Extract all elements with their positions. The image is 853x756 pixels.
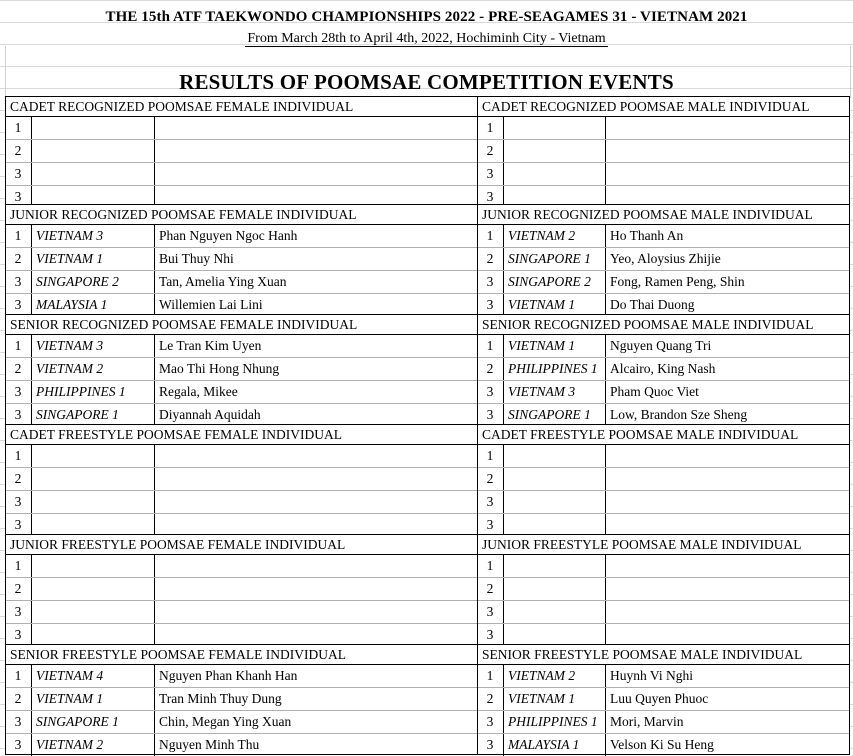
athlete-name-cell: Mao Thi Hong Nhung xyxy=(154,358,473,380)
athlete-name-cell xyxy=(154,140,473,162)
results-heading: RESULTS OF POOMSAE COMPETITION EVENTS xyxy=(179,70,674,94)
rank-cell: 3 xyxy=(14,627,22,642)
result-row xyxy=(6,624,477,646)
rank-cell: 2 xyxy=(486,361,494,376)
event-title: SENIOR RECOGNIZED POOMSAE FEMALE INDIVIDUAL xyxy=(6,315,477,335)
rank-cell: 3 xyxy=(14,297,22,312)
rank-cell: 1 xyxy=(486,668,494,683)
athlete-name-cell: Diyannah Aquidah xyxy=(154,404,473,426)
event-title: SENIOR FREESTYLE POOMSAE MALE INDIVIDUAL xyxy=(478,645,849,665)
result-row xyxy=(478,734,849,756)
result-row xyxy=(6,468,477,491)
event-block-right xyxy=(477,96,850,205)
event-block-left xyxy=(5,204,478,315)
team-cell: SINGAPORE 2 xyxy=(503,271,602,293)
athlete-name-cell xyxy=(605,468,824,490)
result-row xyxy=(478,624,849,646)
rank-cell: 3 xyxy=(486,407,494,422)
event-title: CADET RECOGNIZED POOMSAE FEMALE INDIVIDUAL xyxy=(6,97,477,117)
team-cell: VIETNAM 2 xyxy=(503,225,602,247)
rank-cell: 2 xyxy=(14,251,22,266)
event-block-left xyxy=(5,534,478,645)
result-row xyxy=(6,140,477,163)
rank-cell: 3 xyxy=(486,384,494,399)
event-block-left xyxy=(5,314,478,425)
team-cell: SINGAPORE 1 xyxy=(503,248,602,270)
team-cell: VIETNAM 3 xyxy=(503,381,602,403)
athlete-name-cell: Low, Brandon Sze Sheng xyxy=(605,404,824,426)
athlete-name-cell: Mori, Marvin xyxy=(605,711,824,733)
team-cell: VIETNAM 4 xyxy=(31,665,158,687)
athlete-name-cell: Huynh Vi Nghi xyxy=(605,665,824,687)
rank-cell: 3 xyxy=(14,737,22,752)
result-row xyxy=(478,335,849,358)
team-cell xyxy=(31,624,158,646)
result-row xyxy=(6,514,477,536)
rank-cell: 2 xyxy=(14,581,22,596)
rank-cell: 3 xyxy=(486,189,494,204)
team-cell: VIETNAM 3 xyxy=(31,225,158,247)
result-row xyxy=(6,381,477,404)
team-cell xyxy=(503,163,602,185)
rank-cell: 3 xyxy=(486,297,494,312)
athlete-name-cell xyxy=(154,445,473,467)
result-row xyxy=(478,711,849,734)
team-cell xyxy=(31,468,158,490)
rank-cell: 3 xyxy=(14,384,22,399)
athlete-name-cell: Le Tran Kim Uyen xyxy=(154,335,473,357)
team-cell: SINGAPORE 1 xyxy=(31,711,158,733)
team-cell: MALAYSIA 1 xyxy=(503,734,602,756)
rank-cell: 1 xyxy=(14,668,22,683)
athlete-name-cell xyxy=(605,578,824,600)
document-subtitle-text: From March 28th to April 4th, 2022, Hochiminh City - Vietnam xyxy=(247,31,606,46)
rank-cell: 3 xyxy=(486,627,494,642)
athlete-name-cell xyxy=(154,624,473,646)
rank-cell: 2 xyxy=(486,581,494,596)
athlete-name-cell: Chin, Megan Ying Xuan xyxy=(154,711,473,733)
team-cell: PHILIPPINES 1 xyxy=(503,711,602,733)
team-cell: VIETNAM 2 xyxy=(31,734,158,756)
rank-cell: 2 xyxy=(486,251,494,266)
team-cell xyxy=(31,445,158,467)
team-cell xyxy=(31,601,158,623)
rank-cell: 3 xyxy=(14,714,22,729)
athlete-name-cell: Bui Thuy Nhi xyxy=(154,248,473,270)
athlete-name-cell xyxy=(154,117,473,139)
result-row xyxy=(6,445,477,468)
athlete-name-cell xyxy=(605,514,824,536)
team-cell: MALAYSIA 1 xyxy=(31,294,158,316)
team-cell xyxy=(503,140,602,162)
result-row xyxy=(478,555,849,578)
athlete-name-cell xyxy=(605,555,824,577)
rank-cell: 3 xyxy=(14,604,22,619)
document-subtitle xyxy=(0,31,853,47)
athlete-name-cell: Nguyen Phan Khanh Han xyxy=(154,665,473,687)
athlete-name-cell: Willemien Lai Lini xyxy=(154,294,473,316)
athlete-name-cell: Phan Nguyen Ngoc Hanh xyxy=(154,225,473,247)
result-row xyxy=(478,271,849,294)
result-row xyxy=(478,514,849,536)
team-cell: SINGAPORE 2 xyxy=(31,271,158,293)
athlete-name-cell xyxy=(154,555,473,577)
result-row xyxy=(478,578,849,601)
result-row xyxy=(6,555,477,578)
event-block-left xyxy=(5,644,478,755)
result-row xyxy=(6,248,477,271)
team-cell xyxy=(503,624,602,646)
rank-cell: 1 xyxy=(14,228,22,243)
athlete-name-cell xyxy=(154,601,473,623)
result-row xyxy=(478,601,849,624)
result-row xyxy=(478,248,849,271)
athlete-name-cell xyxy=(154,514,473,536)
athlete-name-cell xyxy=(154,578,473,600)
athlete-name-cell: Nguyen Quang Tri xyxy=(605,335,824,357)
athlete-name-cell: Regala, Mikee xyxy=(154,381,473,403)
result-row xyxy=(6,688,477,711)
team-cell xyxy=(31,117,158,139)
athlete-name-cell: Ho Thanh An xyxy=(605,225,824,247)
athlete-name-cell xyxy=(605,140,824,162)
team-cell: SINGAPORE 1 xyxy=(31,404,158,426)
rank-cell: 1 xyxy=(486,558,494,573)
team-cell: VIETNAM 1 xyxy=(503,335,602,357)
result-row xyxy=(6,294,477,316)
rank-cell: 1 xyxy=(14,120,22,135)
event-title: JUNIOR RECOGNIZED POOMSAE MALE INDIVIDUAL xyxy=(478,205,849,225)
event-title: CADET RECOGNIZED POOMSAE MALE INDIVIDUAL xyxy=(478,97,849,117)
athlete-name-cell xyxy=(605,601,824,623)
document-title: THE 15th ATF TAEKWONDO CHAMPIONSHIPS 2022 - PRE-SEAGAMES 31 - VIETNAM 2021 xyxy=(105,9,748,25)
team-cell xyxy=(31,555,158,577)
rank-cell: 1 xyxy=(486,120,494,135)
rank-cell: 3 xyxy=(486,737,494,752)
team-cell: VIETNAM 1 xyxy=(31,248,158,270)
athlete-name-cell: Pham Quoc Viet xyxy=(605,381,824,403)
team-cell xyxy=(31,163,158,185)
team-cell xyxy=(503,578,602,600)
event-block-left xyxy=(5,424,478,535)
team-cell: VIETNAM 2 xyxy=(503,665,602,687)
team-cell: VIETNAM 1 xyxy=(31,688,158,710)
result-row xyxy=(6,358,477,381)
result-row xyxy=(478,358,849,381)
team-cell xyxy=(503,491,602,513)
athlete-name-cell xyxy=(605,624,824,646)
result-row xyxy=(6,163,477,186)
rank-cell: 3 xyxy=(14,274,22,289)
result-row xyxy=(478,225,849,248)
result-row xyxy=(478,294,849,316)
rank-cell: 3 xyxy=(486,494,494,509)
rank-cell: 2 xyxy=(486,691,494,706)
athlete-name-cell: Fong, Ramen Peng, Shin xyxy=(605,271,824,293)
event-title: SENIOR FREESTYLE POOMSAE FEMALE INDIVIDUAL xyxy=(6,645,477,665)
athlete-name-cell: Do Thai Duong xyxy=(605,294,824,316)
team-cell xyxy=(503,117,602,139)
rank-cell: 2 xyxy=(14,691,22,706)
event-block-right xyxy=(477,534,850,645)
rank-cell: 3 xyxy=(486,714,494,729)
team-cell: VIETNAM 3 xyxy=(31,335,158,357)
result-row xyxy=(478,445,849,468)
rank-cell: 3 xyxy=(486,166,494,181)
event-block-left xyxy=(5,96,478,205)
team-cell xyxy=(503,555,602,577)
event-title: SENIOR RECOGNIZED POOMSAE MALE INDIVIDUAL xyxy=(478,315,849,335)
rank-cell: 3 xyxy=(486,517,494,532)
rank-cell: 3 xyxy=(14,494,22,509)
result-row xyxy=(6,711,477,734)
rank-cell: 3 xyxy=(14,189,22,204)
rank-cell: 2 xyxy=(14,471,22,486)
result-row xyxy=(478,163,849,186)
athlete-name-cell: Tran Minh Thuy Dung xyxy=(154,688,473,710)
rank-cell: 2 xyxy=(14,143,22,158)
result-row xyxy=(478,117,849,140)
team-cell: VIETNAM 2 xyxy=(31,358,158,380)
result-row xyxy=(6,271,477,294)
event-title: JUNIOR FREESTYLE POOMSAE FEMALE INDIVIDUAL xyxy=(6,535,477,555)
event-block-right xyxy=(477,204,850,315)
team-cell xyxy=(503,601,602,623)
event-block-right xyxy=(477,314,850,425)
result-row xyxy=(6,491,477,514)
result-row xyxy=(6,578,477,601)
athlete-name-cell xyxy=(605,491,824,513)
rank-cell: 2 xyxy=(486,471,494,486)
result-row xyxy=(6,734,477,756)
athlete-name-cell xyxy=(154,468,473,490)
rank-cell: 1 xyxy=(14,338,22,353)
team-cell xyxy=(31,140,158,162)
result-row xyxy=(6,225,477,248)
result-row xyxy=(478,665,849,688)
result-row xyxy=(478,468,849,491)
result-row xyxy=(478,404,849,426)
athlete-name-cell: Alcairo, King Nash xyxy=(605,358,824,380)
rank-cell: 2 xyxy=(486,143,494,158)
rank-cell: 3 xyxy=(486,604,494,619)
result-row xyxy=(478,140,849,163)
event-block-right xyxy=(477,424,850,535)
athlete-name-cell xyxy=(605,117,824,139)
rank-cell: 1 xyxy=(486,228,494,243)
athlete-name-cell: Nguyen Minh Thu xyxy=(154,734,473,756)
team-cell: VIETNAM 1 xyxy=(503,294,602,316)
result-row xyxy=(6,335,477,358)
rank-cell: 3 xyxy=(14,166,22,181)
result-row xyxy=(6,117,477,140)
team-cell xyxy=(31,514,158,536)
event-title: CADET FREESTYLE POOMSAE MALE INDIVIDUAL xyxy=(478,425,849,445)
rank-cell: 1 xyxy=(486,448,494,463)
team-cell: PHILIPPINES 1 xyxy=(503,358,602,380)
rank-cell: 2 xyxy=(14,361,22,376)
rank-cell: 3 xyxy=(486,274,494,289)
athlete-name-cell xyxy=(154,491,473,513)
team-cell xyxy=(31,578,158,600)
team-cell: SINGAPORE 1 xyxy=(503,404,602,426)
athlete-name-cell: Tan, Amelia Ying Xuan xyxy=(154,271,473,293)
event-title: JUNIOR FREESTYLE POOMSAE MALE INDIVIDUAL xyxy=(478,535,849,555)
event-title: JUNIOR RECOGNIZED POOMSAE FEMALE INDIVIDUAL xyxy=(6,205,477,225)
team-cell xyxy=(31,491,158,513)
athlete-name-cell: Velson Ki Su Heng xyxy=(605,734,824,756)
rank-cell: 1 xyxy=(14,448,22,463)
result-row xyxy=(478,491,849,514)
result-row xyxy=(478,688,849,711)
athlete-name-cell: Luu Quyen Phuoc xyxy=(605,688,824,710)
rank-cell: 3 xyxy=(14,517,22,532)
athlete-name-cell xyxy=(605,163,824,185)
athlete-name-cell xyxy=(605,445,824,467)
team-cell xyxy=(503,514,602,536)
result-row xyxy=(6,404,477,426)
team-cell xyxy=(503,468,602,490)
team-cell xyxy=(503,445,602,467)
rank-cell: 3 xyxy=(14,407,22,422)
rank-cell: 1 xyxy=(486,338,494,353)
athlete-name-cell: Yeo, Aloysius Zhijie xyxy=(605,248,824,270)
rank-cell: 1 xyxy=(14,558,22,573)
team-cell: VIETNAM 1 xyxy=(503,688,602,710)
team-cell: PHILIPPINES 1 xyxy=(31,381,158,403)
event-block-right xyxy=(477,644,850,755)
athlete-name-cell xyxy=(154,163,473,185)
result-row xyxy=(6,601,477,624)
result-row xyxy=(6,665,477,688)
event-title: CADET FREESTYLE POOMSAE FEMALE INDIVIDUAL xyxy=(6,425,477,445)
result-row xyxy=(478,381,849,404)
